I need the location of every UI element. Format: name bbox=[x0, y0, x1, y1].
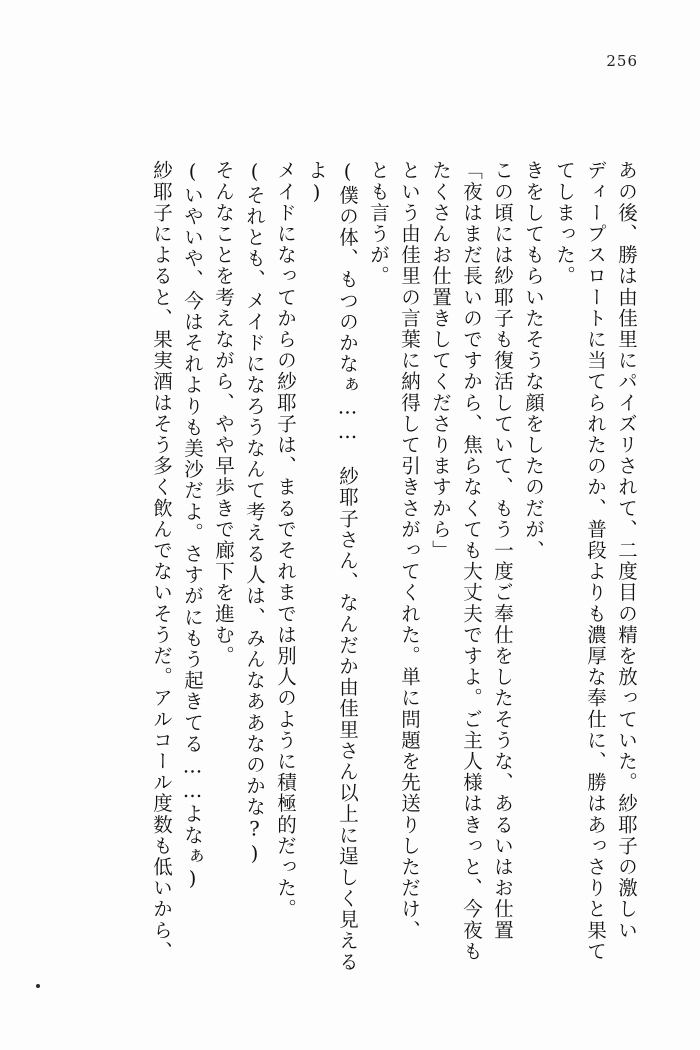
text-line: きをしてもらいたそうな顔をしたのだが、 bbox=[522, 160, 545, 561]
text-line: (それとも、メイドになろうなんて考える人は、みんなああなのかな?) bbox=[243, 160, 266, 867]
text-line: この頃には紗耶子も復活していて、もう一度ご奉仕をしたそうな、あるいはお仕置 bbox=[491, 160, 514, 941]
text-line: (僕の体、もつのかなぁ…… 紗耶子さん、なんだか由佳里さん以上に逞しく見える bbox=[336, 160, 359, 973]
page-corner-mark bbox=[36, 984, 40, 988]
text-line: あの後、勝は由佳里にパイズリされて、二度目の精を放っていた。紗耶子の激しい bbox=[615, 160, 638, 941]
text-line: ディープスロートに当てられたのか、普段よりも濃厚な奉仕に、勝はあっさりと果て bbox=[584, 160, 607, 962]
text-line: とも言うが。 bbox=[367, 160, 390, 287]
text-line: たくさんお仕置きしてくださりますから」 bbox=[429, 160, 452, 561]
text-line: 紗耶子によると、果実酒はそう多く飲んでないそうだ。アルコール度数も低いから、 bbox=[150, 160, 173, 962]
text-line: 「夜はまだ長いのですから、焦らなくても大丈夫ですよ。ご主人様はきっと、今夜も bbox=[460, 160, 483, 962]
body-text-block bbox=[48, 96, 642, 990]
text-line: よ) bbox=[305, 160, 328, 206]
text-line: という由佳里の言葉に納得して引きさがってくれた。単に問題を先送りしただけ、 bbox=[398, 160, 421, 941]
page-number: 256 bbox=[606, 52, 638, 70]
text-line: そんなことを考えながら、やや早歩きで廊下を進む。 bbox=[212, 160, 235, 667]
text-line: (いやいや、今はそれよりも美沙だよ。さすがにもう起きてる……よなぁ) bbox=[181, 160, 204, 892]
text-line: てしまった。 bbox=[553, 160, 576, 287]
text-line: メイドになってからの紗耶子は、まるでそれまでは別人のように積極的だった。 bbox=[274, 160, 297, 920]
